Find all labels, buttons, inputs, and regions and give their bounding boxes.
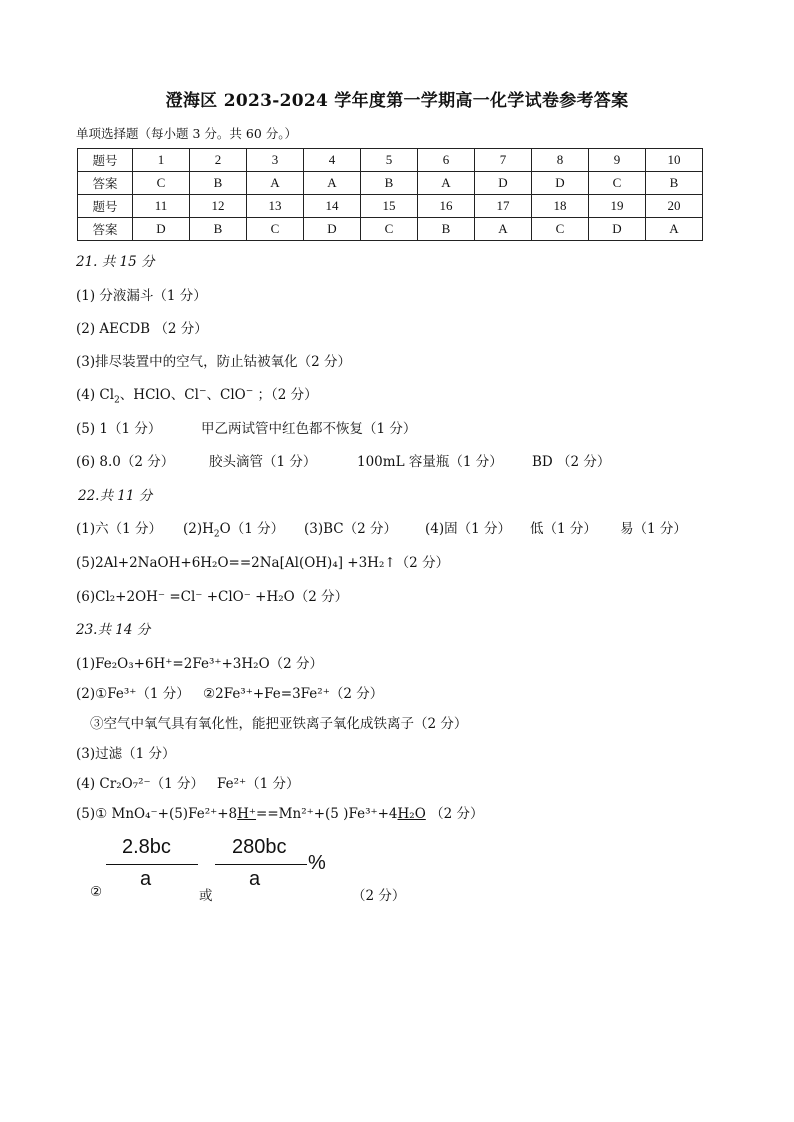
row-header: 答案 — [78, 172, 133, 195]
q22-answer-1b: $(2)H_2O(1$ 分） — [183, 521, 285, 540]
q23-answer-2a: (2)①Fe³⁺（1 分） — [76, 686, 190, 702]
q23-heading: 23.共 14 分 — [76, 622, 151, 638]
table-cell: D — [133, 218, 190, 241]
table-cell: 20 — [646, 195, 703, 218]
table-row — [78, 195, 703, 218]
q21-answer-5b: 甲乙两试管中红色都不恢复（1 分） — [201, 421, 417, 437]
table-cell: 8 — [532, 149, 589, 172]
q21-answer-6c: 100mL 容量瓶（1 分） — [357, 454, 503, 470]
row-header: 题号 — [78, 195, 133, 218]
q21-answer-2: (2) AECDB （2 分） — [76, 321, 208, 337]
table-row — [78, 218, 703, 241]
table-cell: B — [190, 218, 247, 241]
table-cell: 13 — [247, 195, 304, 218]
q22-answer-1f: 易（1 分） — [620, 521, 687, 537]
table-cell: 3 — [247, 149, 304, 172]
fraction-2-numerator: 280bc — [232, 836, 287, 858]
table-cell: B — [190, 172, 247, 195]
q23-answer-4a: (4) Cr₂O₇²⁻（1 分） — [76, 776, 205, 792]
q21-answer-3: (3)排尽装置中的空气，防止钴被氧化（2 分） — [76, 354, 352, 370]
table-cell: D — [304, 218, 361, 241]
q22-heading: 22.共 11 分 — [78, 488, 153, 504]
q21-answer-6d: BD （2 分） — [532, 454, 611, 470]
table-cell: C — [532, 218, 589, 241]
row-header: 答案 — [78, 218, 133, 241]
q23-answer-5-equation — [76, 802, 483, 822]
q22-answer-6: (6)Cl₂+2OH⁻ =Cl⁻ +ClO⁻ +H₂O（2 分） — [76, 589, 349, 605]
table-cell: D — [532, 172, 589, 195]
q22-answer-1a: (1)六（1 分） — [76, 521, 163, 537]
q23-answer-2b: ②2Fe³⁺+Fe=3Fe²⁺（2 分） — [203, 686, 384, 702]
q21-answer-4: (4) $Cl_2$、HClO、Cl−、ClO− ；（2 分） — [76, 386, 318, 406]
row-header: 题号 — [78, 149, 133, 172]
table-cell: A — [418, 172, 475, 195]
table-cell: 4 — [304, 149, 361, 172]
table-cell: 9 — [589, 149, 646, 172]
q21-4-part-a: (4) Cl — [76, 387, 115, 403]
table-cell: 18 — [532, 195, 589, 218]
or-word: 或 — [199, 888, 213, 904]
table-cell: 14 — [304, 195, 361, 218]
q22-answer-1e: 低（1 分） — [530, 521, 597, 537]
table-cell: A — [304, 172, 361, 195]
q23-answer-4b: Fe²⁺（1 分） — [217, 776, 300, 792]
fraction-1-denominator: a — [140, 868, 152, 890]
table-cell: C — [361, 218, 418, 241]
percent-sign: % — [308, 852, 326, 874]
q22-1b-text: (2)H — [183, 521, 214, 537]
answer-table — [77, 148, 703, 241]
table-cell: 10 — [646, 149, 703, 172]
eq-part-a: (5)① MnO₄⁻+(5)Fe²⁺+8 — [76, 806, 238, 822]
fraction-2-denominator: a — [249, 868, 261, 890]
q23-answer-3: (3)过滤（1 分） — [76, 746, 176, 762]
q21-answer-5a: (5) 1（1 分） — [76, 421, 162, 437]
table-cell: 15 — [361, 195, 418, 218]
q21-heading: 21. 共 15 分 — [76, 254, 155, 270]
q23-answer-5-circ2: ② — [90, 884, 103, 900]
section-note: 单项选择题（每小题 3 分。共 60 分。） — [76, 126, 298, 141]
table-cell: 11 — [133, 195, 190, 218]
table-cell: A — [475, 218, 532, 241]
q22-1b-text2: O（1 分） — [219, 521, 285, 537]
table-cell: 7 — [475, 149, 532, 172]
table-cell: C — [589, 172, 646, 195]
table-cell: C — [133, 172, 190, 195]
table-cell: 2 — [190, 149, 247, 172]
fraction-2-bar — [215, 864, 307, 865]
fraction-1-bar — [106, 864, 198, 865]
table-cell: 1 — [133, 149, 190, 172]
table-cell: 12 — [190, 195, 247, 218]
table-cell: B — [361, 172, 418, 195]
q23-answer-5-score: （2 分） — [352, 888, 406, 904]
table-row — [78, 149, 703, 172]
table-cell: 5 — [361, 149, 418, 172]
q21-answer-6b: 胶头滴管（1 分） — [209, 454, 317, 470]
table-cell: A — [247, 172, 304, 195]
q21-answer-6a: (6) 8.0（2 分） — [76, 454, 175, 470]
q23-answer-1: (1)Fe₂O₃+6H⁺=2Fe³⁺+3H₂O（2 分） — [76, 656, 324, 672]
table-cell: 16 — [418, 195, 475, 218]
q21-answer-1: (1) 分液漏斗（1 分） — [76, 288, 207, 304]
q22-answer-1d: (4)固（1 分） — [425, 521, 512, 537]
q21-4-part-c: 、ClO — [206, 387, 246, 403]
table-cell: B — [418, 218, 475, 241]
table-cell: C — [247, 218, 304, 241]
q21-4-part-d: ；（2 分） — [257, 387, 318, 403]
q23-answer-2c: ③空气中氧气具有氧化性，能把亚铁离子氧化成铁离子（2 分） — [90, 716, 468, 732]
eq-part-b: ==Mn²⁺+(5 )Fe³⁺+4 — [256, 806, 398, 822]
q22-answer-1c: (3)BC（2 分） — [304, 521, 398, 537]
table-cell: 6 — [418, 149, 475, 172]
table-row — [78, 172, 703, 195]
page-title: 澄海区 2023-2024 学年度第一学期高一化学试卷参考答案 — [165, 91, 629, 111]
eq-score: （2 分） — [430, 806, 484, 822]
table-cell: A — [646, 218, 703, 241]
eq-blank-water: H₂O — [397, 806, 426, 822]
fraction-1-numerator: 2.8bc — [122, 836, 171, 858]
eq-blank-h: H⁺ — [237, 806, 257, 822]
table-cell: 19 — [589, 195, 646, 218]
table-cell: D — [475, 172, 532, 195]
table-cell: D — [589, 218, 646, 241]
q21-4-part-b: 、HClO、Cl — [119, 387, 199, 403]
q22-answer-5: (5)2Al+2NaOH+6H₂O==2Na[Al(OH)₄] +3H₂↑（2 分） — [76, 555, 450, 571]
table-cell: 17 — [475, 195, 532, 218]
table-cell: B — [646, 172, 703, 195]
